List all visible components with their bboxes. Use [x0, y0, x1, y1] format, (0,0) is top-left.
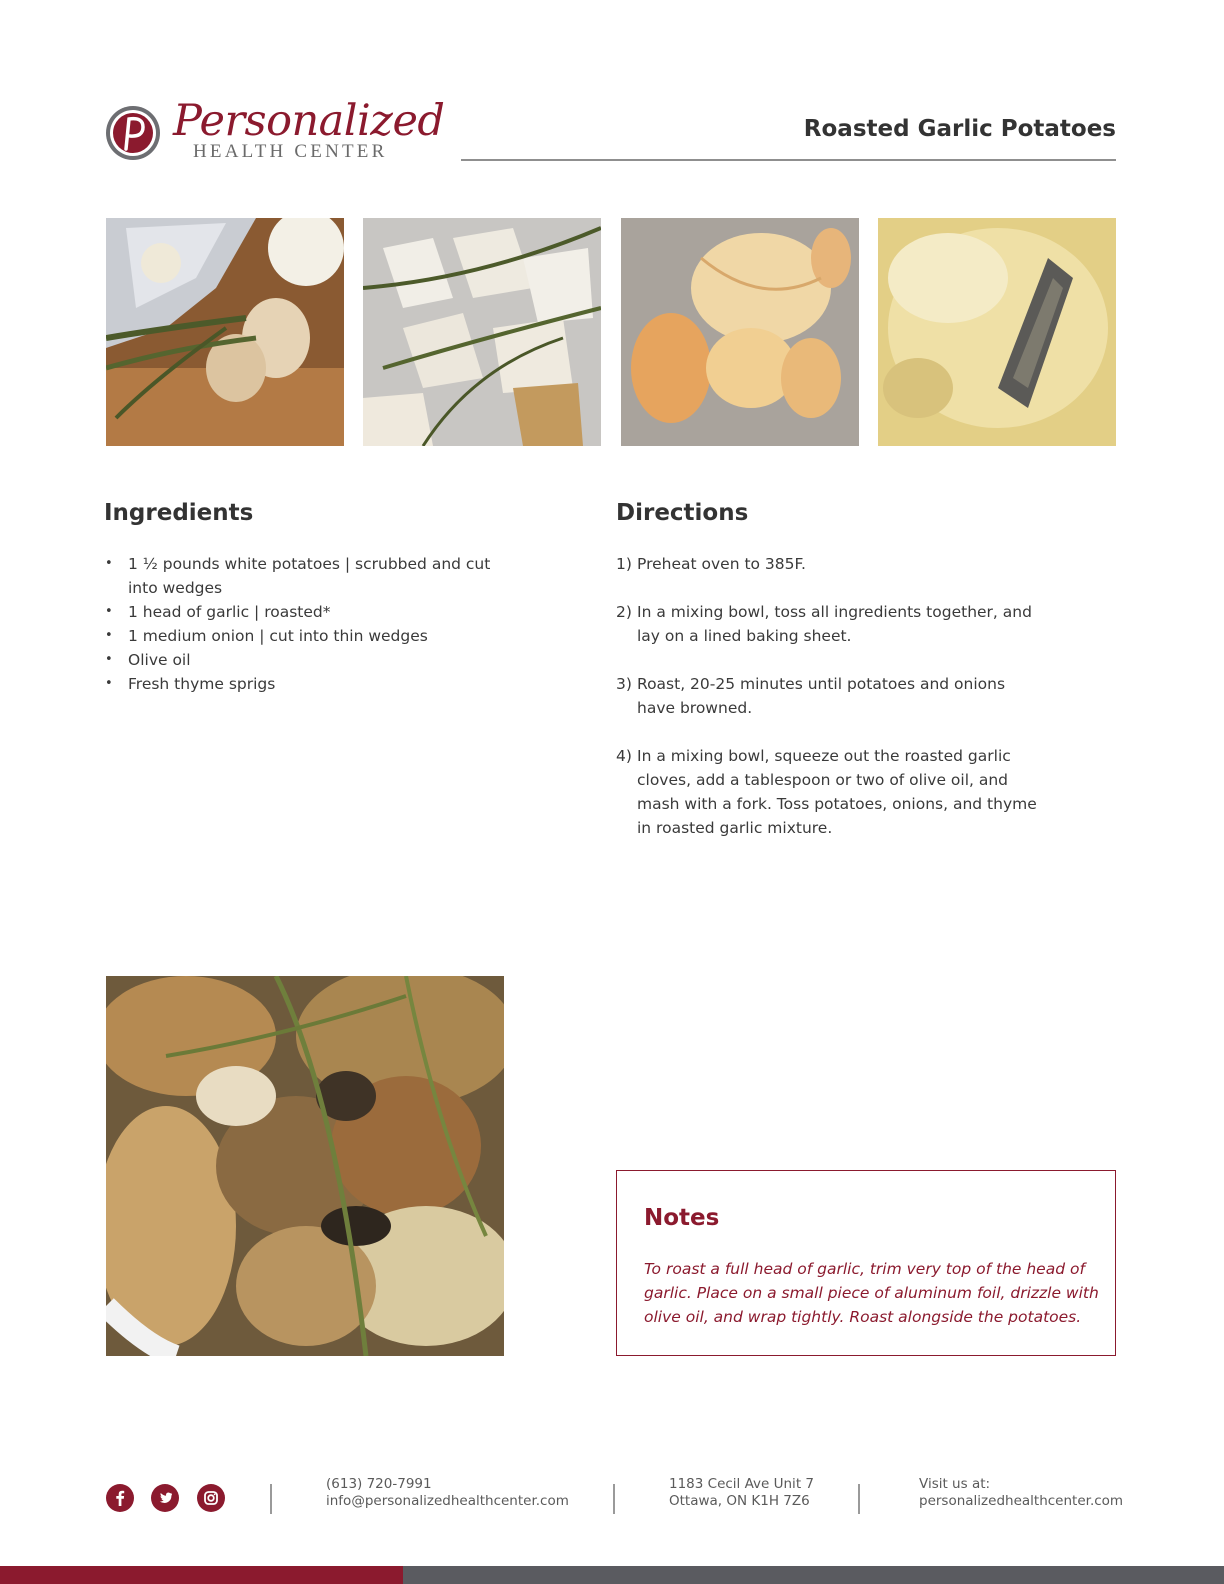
- notes-heading: Notes: [644, 1205, 720, 1231]
- phone-number[interactable]: (613) 720-7991: [326, 1476, 432, 1492]
- ingredient-text: 1 medium onion | cut into thin wedges: [128, 627, 428, 645]
- list-item: [104, 552, 524, 600]
- ingredient-text: Fresh thyme sprigs: [128, 675, 276, 693]
- notes-text: To roast a full head of garlic, trim very top of the head of garlic. Place on a small piece of aluminum foil, drizzle with olive oil, and wrap tightly. Roast alongside the potatoes.: [644, 1260, 1099, 1326]
- step-number: 1): [616, 555, 632, 573]
- photo-cut-potatoes: [363, 218, 601, 446]
- footer-contact: [326, 1476, 569, 1510]
- ingredient-text: 1 head of garlic | roasted*: [128, 603, 331, 621]
- email-link[interactable]: info@personalizedhealthcenter.com: [326, 1493, 569, 1509]
- footer-divider: [613, 1484, 615, 1514]
- step-text: Roast, 20-25 minutes until potatoes and onions have browned.: [637, 675, 1006, 717]
- bullet-icon: •: [105, 652, 113, 667]
- notes-box: [616, 1170, 1116, 1356]
- logo-mark-icon: [105, 105, 161, 161]
- ingredients-list: [104, 552, 524, 696]
- directions-heading: Directions: [616, 500, 749, 526]
- page-title: Roasted Garlic Potatoes: [803, 116, 1116, 142]
- photo-finished-dish: [106, 976, 504, 1356]
- direction-step: [616, 600, 1046, 648]
- bullet-icon: •: [105, 676, 113, 691]
- logo: [105, 96, 445, 166]
- step-number: 2): [616, 603, 632, 621]
- twitter-icon[interactable]: [151, 1484, 179, 1512]
- facebook-icon[interactable]: [106, 1484, 134, 1512]
- step-number: 4): [616, 747, 632, 765]
- photo-raw-ingredients: [106, 218, 344, 446]
- list-item: [104, 600, 524, 624]
- title-divider: [461, 159, 1116, 161]
- footer-address: [669, 1476, 814, 1510]
- step-text: Preheat oven to 385F.: [637, 555, 806, 573]
- footer-website: [919, 1476, 1123, 1510]
- photo-mashed-garlic: [878, 218, 1116, 446]
- bullet-icon: •: [105, 556, 113, 571]
- step-text: In a mixing bowl, squeeze out the roasted garlic cloves, add a tablespoon or two of olive oil, and mash with a fork. Toss potatoes, onions, and thyme in roasted garlic mixture.: [637, 747, 1037, 837]
- visit-label: Visit us at:: [919, 1476, 991, 1492]
- logo-subtitle: HEALTH CENTER: [193, 141, 388, 162]
- direction-step: [616, 744, 1046, 840]
- step-number: 3): [616, 675, 632, 693]
- list-item: [104, 624, 524, 648]
- bullet-icon: •: [105, 604, 113, 619]
- footer-divider: [270, 1484, 272, 1514]
- directions-list: [616, 552, 1046, 864]
- bottom-color-bar: [0, 1566, 1224, 1584]
- list-item: [104, 672, 524, 696]
- photo-roasted-garlic-cloves: [621, 218, 859, 446]
- bottom-bar-accent: [0, 1566, 403, 1584]
- logo-script-text: Personalized: [173, 96, 445, 146]
- ingredient-text: Olive oil: [128, 651, 191, 669]
- footer: [0, 1470, 1224, 1530]
- direction-step: [616, 672, 1046, 720]
- step-text: In a mixing bowl, toss all ingredients together, and lay on a lined baking sheet.: [637, 603, 1032, 645]
- instagram-icon[interactable]: [197, 1484, 225, 1512]
- address-line-1: 1183 Cecil Ave Unit 7: [669, 1476, 814, 1492]
- ingredient-text: 1 ½ pounds white potatoes | scrubbed and cut into wedges: [128, 555, 491, 597]
- address-line-2: Ottawa, ON K1H 7Z6: [669, 1493, 810, 1509]
- list-item: [104, 648, 524, 672]
- website-link[interactable]: personalizedhealthcenter.com: [919, 1493, 1124, 1509]
- footer-divider: [858, 1484, 860, 1514]
- ingredients-heading: Ingredients: [104, 500, 254, 526]
- bullet-icon: •: [105, 628, 113, 643]
- direction-step: [616, 552, 1046, 576]
